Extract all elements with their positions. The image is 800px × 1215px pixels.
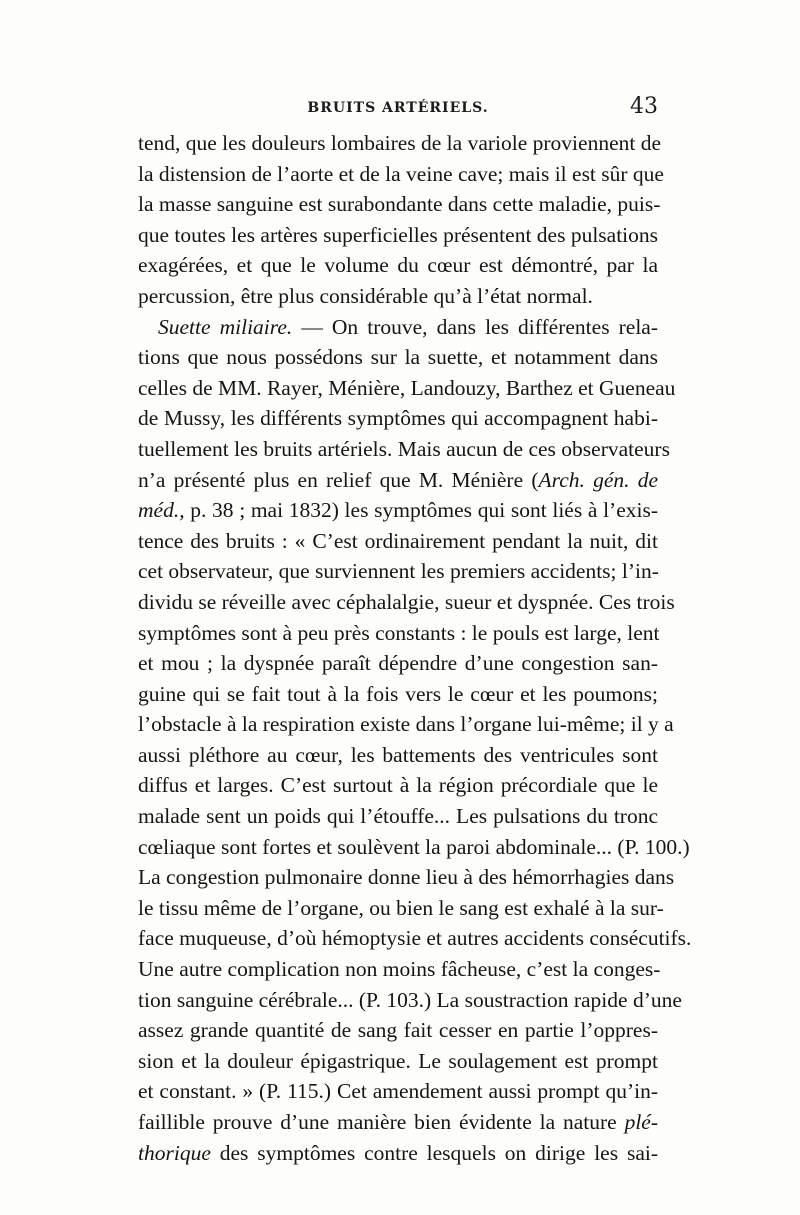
italic-text: plé- [624,1110,658,1134]
text-line [138,1138,658,1169]
text-line: de Mussy, les différents symptômes qui accompagnent habi- [138,406,658,431]
text-segment: faillible prouve d’une manière bien évidente la nature [138,1110,625,1134]
text-line: tend, que les douleurs lombaires de la variole proviennent de [138,131,662,155]
text-line: la distension de l’aorte et de la veine cave; mais il est sûr que [138,161,664,186]
body-text [138,128,692,1168]
text-line [138,465,658,496]
text-line: malade sent un poids qui l’étouffe... Les pulsations du tronc [138,804,658,829]
text-line: tions que nous possédons sur la suette, et notamment dans [138,345,658,370]
text-line: percussion, être plus considérable qu’à l’état normal. [138,283,593,308]
text-line: assez grande quantité de sang fait cesser en partie l’oppres- [138,1018,658,1043]
text-line: et mou ; la dyspnée paraît dépendre d’une congestion san- [138,651,658,676]
text-line: sion et la douleur épigastrique. Le soulagement est prompt [138,1048,658,1073]
italic-text: méd., [138,498,185,523]
text-line: celles de MM. Rayer, Ménière, Landouzy, Barthez et Gueneau [138,375,676,400]
text-line: symptômes sont à peu près constants : le pouls est large, lent [138,620,660,645]
running-title: BRUITS ARTÉRIELS. [307,100,489,116]
text-line: le tissu même de l’organe, ou bien le sang est exhalé à la sur- [138,895,664,920]
text-segment: — On trouve, dans les différentes rela- [292,314,658,339]
text-line: dividu se réveille avec céphalalgie, sueur et dyspnée. Ces trois [138,589,675,614]
text-line: exagérées, et que le volume du cœur est démontré, par la [138,253,658,278]
text-segment: p. 38 ; mai 1832) les symptômes qui sont liés à l’exis- [184,498,658,523]
text-line: Une autre complication non moins fâcheuse, c’est la conges- [138,957,661,982]
text-line: et constant. » (P. 115.) Cet amendement aussi prompt qu’in- [138,1079,658,1104]
text-line [138,1107,658,1138]
italic-text: thorique [138,1140,211,1165]
text-line: diffus et larges. C’est surtout à la région précordiale que le [138,773,658,798]
text-segment: n’a présenté plus en relief que M. Ménière ( [138,467,539,492]
text-line: face muqueuse, d’où hémoptysie et autres accidents consécutifs. [138,926,692,951]
text-line: guine qui se fait tout à la fois vers le cœur et les poumons; [138,681,658,706]
text-line: cet observateur, que surviennent les premiers accidents; l’in- [138,559,659,584]
text-line [138,495,658,526]
text-line: cœliaque sont fortes et soulèvent la paroi abdominale... (P. 100.) [138,834,690,859]
text-segment: des symptômes contre lesquels on dirige les sai- [210,1140,658,1165]
text-line: la masse sanguine est surabondante dans cette maladie, puis- [138,192,661,217]
text-line: aussi pléthore au cœur, les battements des ventricules sont [138,742,658,767]
text-line: tion sanguine cérébrale... (P. 103.) La soustraction rapide d’une [138,987,682,1012]
text-line: tuellement les bruits artériels. Mais aucun de ces observateurs [138,436,670,461]
text-line [138,312,658,343]
text-line: tence des bruits : « C’est ordinairement pendant la nuit, dit [138,528,658,553]
text-line: La congestion pulmonaire donne lieu à des hémorrhagies dans [138,865,675,890]
italic-text: Arch. gén. de [538,467,658,492]
text-line: que toutes les artères superficielles présentent des pulsations [138,222,659,247]
running-head [138,94,658,122]
text-line: l’obstacle à la respiration existe dans l’organe lui-même; il y a [138,712,674,737]
page-number: 43 [630,94,658,119]
italic-text: Suette miliaire. [158,314,293,339]
